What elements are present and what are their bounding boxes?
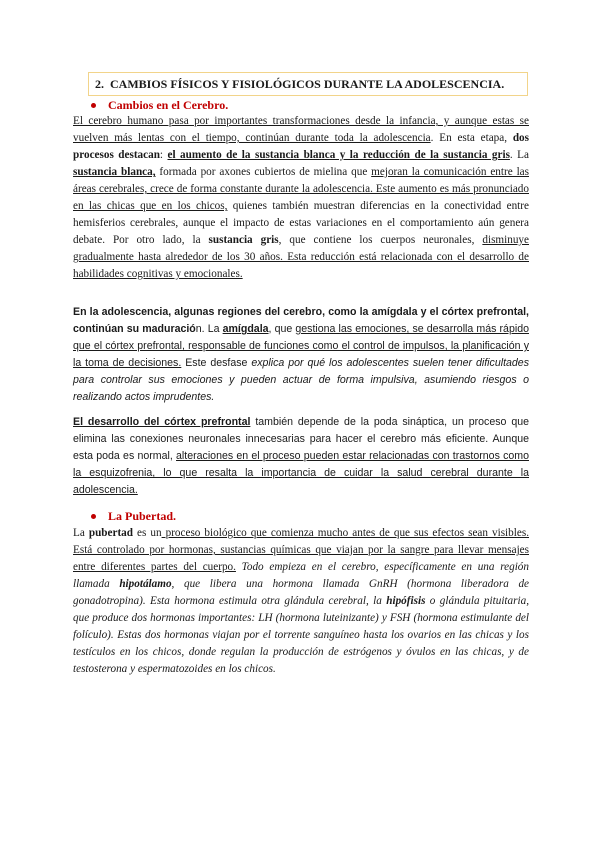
text-run: o glándula pituitaria, que produce dos hormonas importantes: LH (hormona luteinizante) y FSH (hormona estimulante del folículo). Estas dos hormonas viajan por el torrente sanguíneo hasta los ovarios en las chicas y los testículos en los chicos, donde regulan la producción de estrógenos y óvulos en las chicas, y de testosterona y espermatozoides en los chicos. (73, 595, 529, 675)
paragraph-puberty (73, 525, 529, 678)
text-run: El desarrollo del córtex prefrontal (73, 416, 251, 428)
subsection-brain-heading (91, 98, 228, 112)
bullet-icon (91, 514, 96, 519)
text-style (223, 323, 269, 335)
section-title: 2. CAMBIOS FÍSICOS Y FISIOLÓGICOS DURANTE LA ADOLESCENCIA. (95, 77, 505, 91)
subsection-puberty-title: La Pubertad. (108, 509, 177, 523)
text-run: pubertad (88, 527, 133, 539)
text-style (168, 149, 510, 161)
text-run: sustancia blanca, (73, 166, 156, 178)
text-run: gestiona las emociones, se desarrolla más rápido que el córtex prefrontal, responsable de funciones como el control de impulsos, la planificación y la toma de decisiones. (73, 323, 529, 369)
text-run: : (159, 149, 168, 161)
text-run: quienes también muestran diferencias en la conectividad entre hemisferios cerebrales, aunque el impacto de estas variaciones en el comportamiento aún genera debate. Por otro lado, la (73, 200, 529, 246)
text-run: dos procesos destacan (73, 132, 529, 161)
text-style (73, 416, 250, 428)
text-run: En la adolescencia, algunas regiones del cerebro, como la amígdala y el córtex prefrontal, continúan su maduració (73, 306, 529, 335)
text-style (119, 578, 171, 590)
text-run: el aumento de la sustancia blanca y la reducción de la sustancia gris (167, 149, 510, 161)
text-run: Todo empieza en el cerebro, específicamente en una región llamada (73, 561, 529, 590)
text-run: El cerebro humano pasa por importantes transformaciones desde la infancia, y aunque estas se vuelven más lentas con el tiempo, continúan durante toda la adolescencia (73, 115, 529, 144)
subsection-puberty-heading (91, 509, 176, 523)
text-run: explica por qué los adolescentes suelen tener dificultades para controlar sus emociones y pueden actuar de forma impulsiva, asumiendo riesgos o realizando actos imprudentes. (73, 357, 529, 403)
text-run: amígdala (222, 323, 269, 335)
text-run: . En esta etapa, (430, 132, 513, 144)
section-heading (88, 72, 528, 96)
text-run: también depende de la poda sináptica, un proceso que elimina las conexiones neuronales innecesarias para hacer el cerebro más eficiente. Aunque esta poda es normal, (73, 416, 529, 462)
text-run: disminuye gradualmente hasta alrededor de los 30 años. Esta reducción está relacionada con el desarrollo de habilidades cognitivas y emocionales. (73, 234, 529, 280)
text-run: , que (268, 323, 296, 335)
text-run: sustancia gris (208, 234, 279, 246)
text-run: , que contiene los cuerpos neuronales, (278, 234, 483, 246)
text-run: , que libera una hormona llamada GnRH (hormona liberadora de gonadotropina). Esta hormona estimula otra glándula cerebral, la (73, 578, 529, 607)
text-run: hipotálamo (119, 578, 172, 590)
text-run: alteraciones en el proceso pueden estar relacionadas con trastornos como la esquizofrenia, lo que resalta la importancia de cuidar la salud cerebral durante la adolescencia. (73, 450, 529, 496)
text-run: proceso biológico que comienza mucho antes de que sus efectos sean visibles. Está controlado por hormonas, sustancias químicas que viajan por la sangre para llevar mensajes entre diferentes partes del cuerpo. (73, 527, 529, 573)
paragraph-prefrontal (73, 414, 529, 499)
text-style (73, 166, 156, 178)
text-run: es un (132, 527, 162, 539)
subsection-brain-title: Cambios en el Cerebro. (108, 98, 229, 112)
text-run: Este desfase (181, 357, 252, 369)
text-run: mejoran la comunicación entre las áreas cerebrales, crece de forma constante durante la adolescencia. Este aumento es más pronunciado en las chicas que en los chicos, (73, 166, 529, 212)
paragraph-brain-changes (73, 113, 529, 283)
bullet-icon (91, 103, 96, 108)
text-run: n. La (195, 323, 223, 335)
text-run: hipófisis (386, 595, 426, 607)
text-run: formada por axones cubiertos de mielina que (155, 166, 372, 178)
text-style (386, 595, 425, 607)
text-run: . La (509, 149, 529, 161)
text-run: La (73, 527, 89, 539)
paragraph-amygdala (73, 304, 529, 406)
